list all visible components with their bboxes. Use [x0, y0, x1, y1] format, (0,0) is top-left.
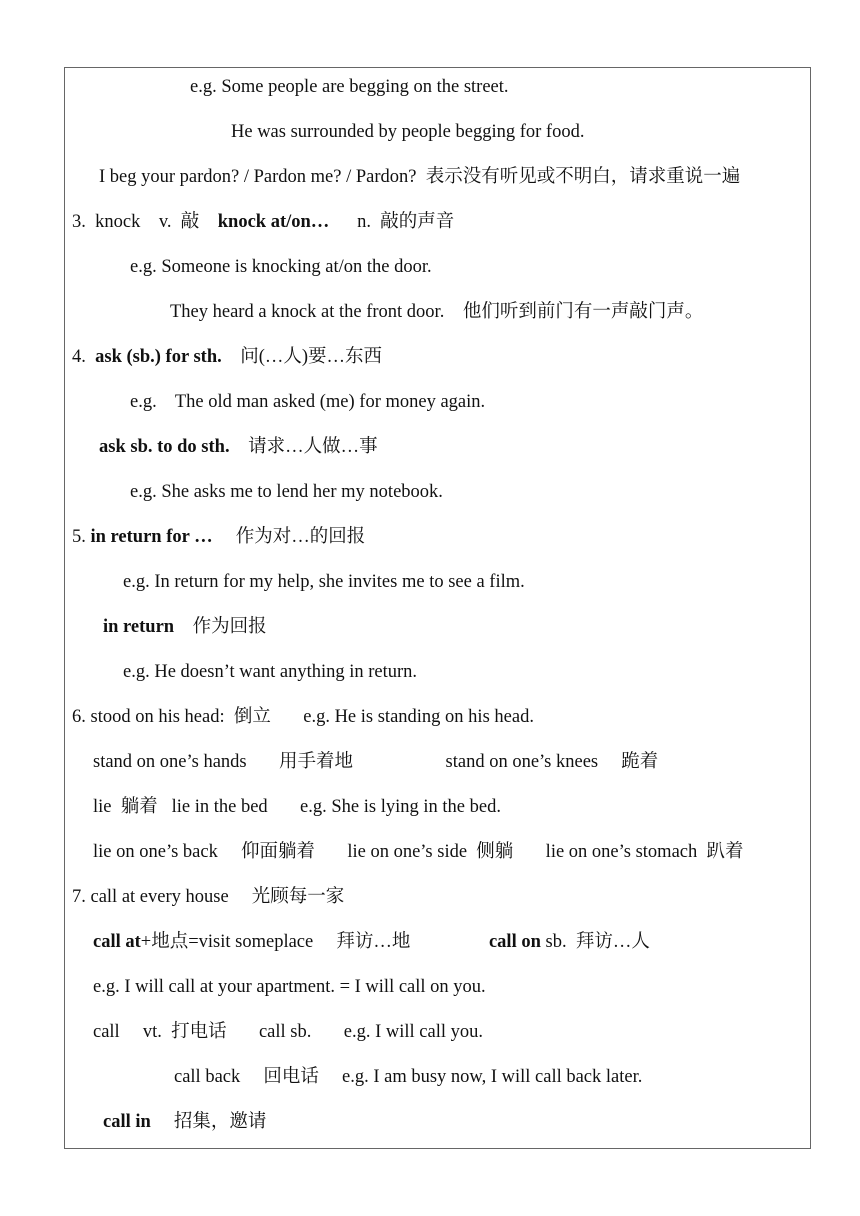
note-text: 3. knock v. 敲: [72, 212, 218, 232]
note-line: [103, 1111, 266, 1133]
note-text: stand on one’s hands 用手着地 stand on one’s knees 跪着: [93, 752, 659, 772]
note-text: They heard a knock at the front door. 他们听到前门有一声敲门声。: [170, 302, 704, 322]
note-line: [72, 346, 382, 368]
note-line: [93, 841, 744, 863]
note-line: [174, 1066, 642, 1088]
bold-term: call on: [488, 932, 541, 952]
note-text: I beg your pardon? / Pardon me? / Pardon? 表示没有听见或不明白，请求重说一遍: [99, 167, 741, 187]
note-text: 作为对…的回报: [212, 527, 366, 547]
note-line: [123, 571, 525, 593]
bold-term: call in: [103, 1112, 151, 1132]
bold-term: ask (sb.) for sth.: [95, 347, 222, 367]
note-line: [130, 481, 443, 503]
note-text: e.g. Someone is knocking at/on the door.: [130, 257, 432, 277]
note-line: [231, 121, 584, 143]
note-text: call vt. 打电话 call sb. e.g. I will call you.: [93, 1022, 483, 1042]
note-text: +地点=visit someplace 拜访…地: [140, 932, 489, 952]
note-line: [72, 526, 365, 548]
note-line: [99, 436, 378, 458]
note-text: lie on one’s back 仰面躺着 lie on one’s side 侧躺 lie on one’s stomach 趴着: [93, 842, 744, 862]
bold-term: in return for …: [90, 527, 213, 547]
note-text: 问(…人)要…东西: [221, 347, 383, 367]
note-line: [130, 256, 432, 278]
note-line: [123, 661, 417, 683]
note-text: e.g. I will call at your apartment. = I will call on you.: [93, 977, 486, 997]
note-line: [93, 931, 650, 953]
note-text: e.g. In return for my help, she invites me to see a film.: [123, 572, 525, 592]
note-text: He was surrounded by people begging for food.: [231, 122, 585, 142]
note-line: [99, 166, 740, 188]
bold-term: knock at/on…: [217, 212, 330, 232]
note-text: sb. 拜访…人: [540, 932, 650, 952]
note-text: lie 躺着 lie in the bed e.g. She is lying in the bed.: [93, 797, 501, 817]
note-line: [72, 211, 454, 233]
note-line: [190, 76, 509, 98]
note-line: [130, 391, 485, 413]
note-text: 4.: [72, 347, 96, 367]
note-line: [93, 976, 486, 998]
note-line: [72, 886, 344, 908]
note-line: [103, 616, 267, 638]
bold-term: in return: [103, 617, 175, 637]
note-text: 7. call at every house 光顾每一家: [72, 887, 345, 907]
note-text: call back 回电话 e.g. I am busy now, I will call back later.: [174, 1067, 643, 1087]
note-text: 请求…人做…事: [229, 437, 378, 457]
note-text: e.g. Some people are begging on the street.: [190, 77, 509, 97]
note-line: [93, 796, 501, 818]
note-line: [72, 706, 534, 728]
bold-term: call at: [93, 932, 141, 952]
bold-term: ask sb. to do sth.: [99, 437, 230, 457]
note-line: [93, 751, 658, 773]
note-text: e.g. The old man asked (me) for money again.: [130, 392, 486, 412]
note-text: e.g. He doesn’t want anything in return.: [123, 662, 418, 682]
note-line: [93, 1021, 483, 1043]
note-text: n. 敲的声音: [329, 212, 455, 232]
note-line: [170, 301, 703, 323]
note-text: 5.: [72, 527, 91, 547]
note-text: 6. stood on his head: 倒立 e.g. He is standing on his head.: [72, 707, 534, 727]
note-text: 招集，邀请: [150, 1112, 267, 1132]
note-text: e.g. She asks me to lend her my notebook.: [130, 482, 443, 502]
note-text: 作为回报: [174, 617, 267, 637]
